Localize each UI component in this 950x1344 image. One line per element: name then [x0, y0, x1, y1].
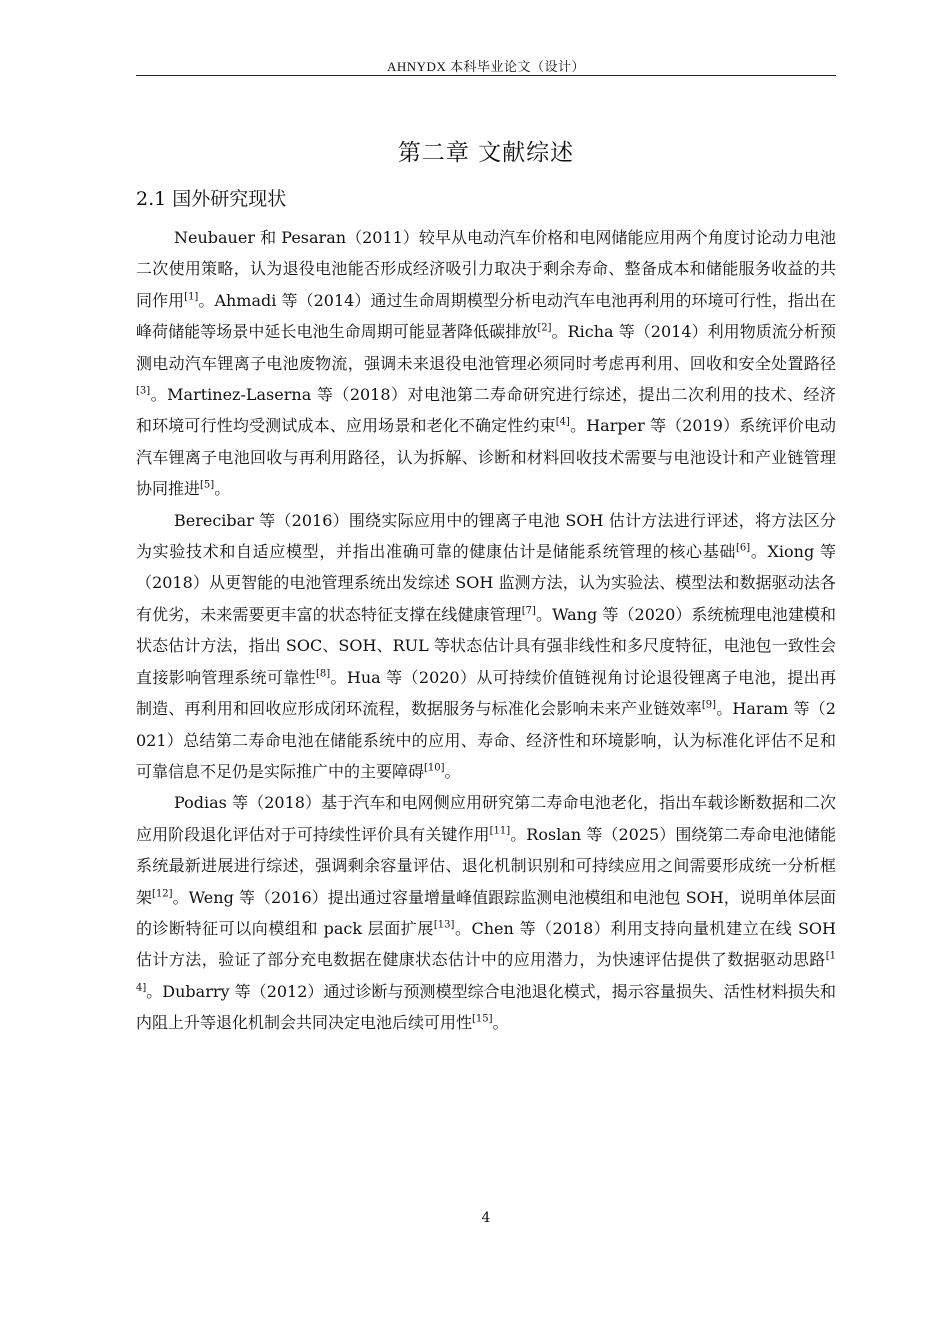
citation-marker: [12] [152, 888, 173, 900]
section-heading: 2.1 国外研究现状 [136, 188, 287, 210]
citation-marker: [3] [136, 385, 151, 397]
chapter-title: 第二章 文献综述 [397, 140, 575, 166]
citation-marker: [4] [555, 417, 570, 429]
body-text [136, 222, 836, 1039]
citation-marker: [14] [136, 951, 836, 994]
paragraph: Podias 等（2018）基于汽车和电网侧应用研究第二寿命电池老化，指出车载诊断数据和二次应用阶段退化评估对于可持续性评价具有关键作用[11]。Roslan 等（2025）围绕第二寿命电池储能系统最新进展进行综述，强调剩余容量评估、退化机制识别和可持续应用之间需要形成统一分析框架[12]。Weng 等（2016）提出通过容量增量峰值跟踪监测电池模组和电池包 SOH，说明单体层面的诊断特征可以向模组和 pack 层面扩展[13]。Chen 等（2018）利用支持向量机建立在线 SOH 估计方法，验证了部分充电数据在健康状态估计中的应用潜力，为快速评估提供了数据驱动思路[14]。Dubarry 等（2012）通过诊断与预测模型综合电池退化模式，揭示容量损失、活性材料损失和内阻上升等退化机制会共同决定电池后续可用性[15]。 [136, 793, 836, 1033]
citation-marker: [6] [736, 542, 751, 554]
citation-marker: [2] [537, 322, 552, 334]
header-rule [136, 75, 836, 76]
citation-marker: [11] [489, 825, 511, 837]
page-number: 4 [481, 1210, 491, 1226]
paragraph: Berecibar 等（2016）围绕实际应用中的锂离子电池 SOH 估计方法进行评述，将方法区分为实验技术和自适应模型，并指出准确可靠的健康估计是储能系统管理的核心基础[6]。Xiong 等（2018）从更智能的电池管理系统出发综述 SOH 监测方法，认为实验法、模型法和数据驱动法各有优劣，未来需要更丰富的状态特征支撑在线健康管理[7]。Wang 等（2020）系统梳理电池建模和状态估计方法，指出 SOC、SOH、RUL 等状态估计具有强非线性和多尺度特征，电池包一致性会直接影响管理系统可靠性[8]。Hua 等（2020）从可持续价值链视角讨论退役锂离子电池，提出再制造、再利用和回收应形成闭环流程，数据服务与标准化会影响未来产业链效率[9]。Haram 等（2021）总结第二寿命电池在储能系统中的应用、寿命、经济性和环境影响，认为标准化评估不足和可靠信息不足仍是实际推广中的主要障碍[10]。 [136, 510, 836, 781]
citation-marker: [13] [433, 919, 455, 931]
citation-marker: [8] [316, 668, 331, 680]
citation-marker: [10] [424, 762, 445, 774]
page-header: AHNYDX 本科毕业论文（设计） [386, 59, 586, 74]
citation-marker: [7] [521, 605, 536, 617]
citation-marker: [5] [200, 479, 215, 491]
paragraph: Neubauer 和 Pesaran（2011）较早从电动汽车价格和电网储能应用两个角度讨论动力电池二次使用策略，认为退役电池能否形成经济吸引力取决于剩余寿命、整备成本和储能服务收益的共同作用[1]。Ahmadi 等（2014）通过生命周期模型分析电动汽车电池再利用的环境可行性，指出在峰荷储能等场景中延长电池生命周期可能显著降低碳排放[2]。Richa 等（2014）利用物质流分析预测电动汽车锂离子电池废物流，强调未来退役电池管理必须同时考虑再利用、回收和安全处置路径[3]。Martinez-Laserna 等（2018）对电池第二寿命研究进行综述，提出二次利用的技术、经济和环境可行性均受测试成本、应用场景和老化不确定性约束[4]。Harper 等（2019）系统评价电动汽车锂离子电池回收与再利用路径，认为拆解、诊断和材料回收技术需要与电池设计和产业链管理协同推进[5]。 [136, 228, 836, 499]
citation-marker: [15] [472, 1013, 493, 1025]
citation-marker: [1] [184, 291, 199, 303]
citation-marker: [9] [701, 699, 717, 711]
